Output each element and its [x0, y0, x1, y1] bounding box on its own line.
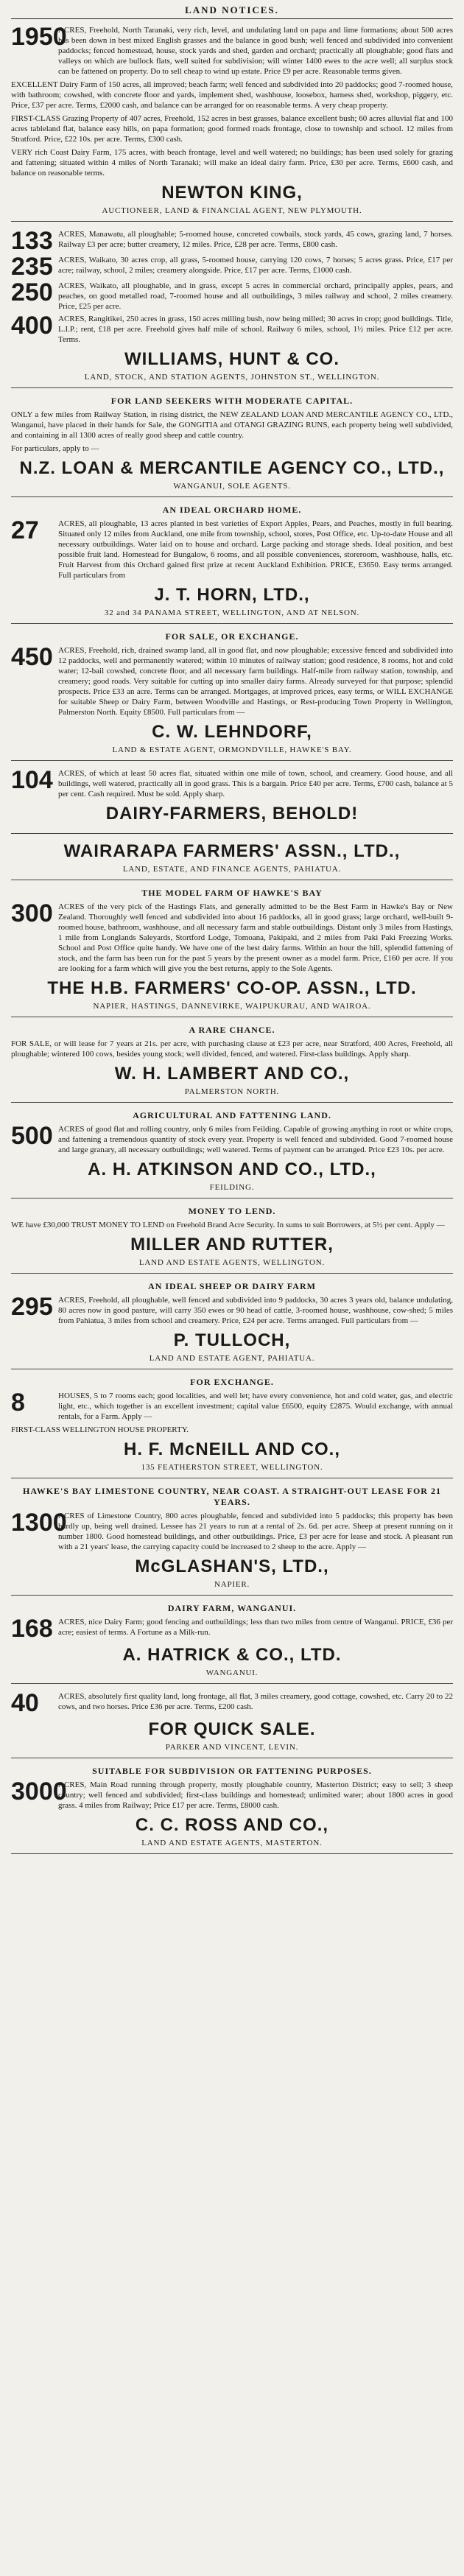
- listing-number: 104: [11, 766, 53, 794]
- ad-banner: FOR QUICK SALE.: [148, 1719, 316, 1739]
- ad-block: [11, 888, 453, 1017]
- ad-paragraph: EXCELLENT Dairy Farm of 150 acres, all improved; beach farm; well fenced and subdivided into 20 paddocks; good 7-roomed house, with bathroom; cowshed, with concrete floor and yards, implement shed, washhouse, loosebox, harness shed, workshop, piggery, etc. Price, £37 per acre. Terms, £2000 cash, and balance can be arranged for on reasonable terms. A very cheap property.: [11, 80, 453, 110]
- listing-row: [11, 1511, 453, 1552]
- ad-subtitle: LAND AND ESTATE AGENT, PAHIATUA.: [149, 1354, 315, 1363]
- listing-number: 400: [11, 312, 53, 340]
- listing-text: ACRES, nice Dairy Farm; good fencing and outbuildings; less than two miles from centre of Wanganui. PRICE, £36 per acre; easiest of terms. A Fortune as a Milk-run.: [58, 1618, 453, 1637]
- ad-subtitle: LAND AND ESTATE AGENTS, WELLINGTON.: [138, 1258, 326, 1267]
- ad-subtitle: PARKER AND VINCENT, LEVIN.: [165, 1743, 299, 1752]
- listing-text: ACRES of the very pick of the Hastings Flats, and generally admitted to be the Best Farm in Hawke's Bay or New Zealand. Thoroughly well fenced and subdivided into about 16 paddocks, all in good grass; large orchard, well-built 9-roomed house, bathroom, washhouse, and all necessary farm and stable outbuildings. Distant only 3 miles from Hastings, 1 mile from Longlands Saleyards, Stortford Lodge, Tomoana, Pakipaki, and 2 miles from Paki Paki Freezing Works. School and Post Office quite handy. We have one of the best dairy farms. Within an hour the hill, splendid fattening of stock, and the farm has been run for the past 5 years by the present owner as a model farm. Price, £160 per acre. If you are looking for a farm which will give you the best returns, apply to the Sole Agents.: [58, 902, 453, 973]
- listing-number: 235: [11, 253, 53, 281]
- ad-banner: P. TULLOCH,: [173, 1330, 291, 1350]
- listing-row: [11, 516, 453, 580]
- ad-block: [11, 1377, 453, 1478]
- listing-text: ACRES of Limestone Country, 800 acres ploughable, fenced and subdivided into 5 paddocks; this property has been hardly up, being well drained. Lessee has 21 years to run at a rental of 2s. 6d. per acre. Sheep at present running on it number 1800. Good homestead buildings, and other outbuildings. Price, £3 per acre for lease and stock. A pleasant run with a 21 years' lease, the carrying capacity could be increased to 2 sheep to the acre. Apply —: [58, 1512, 453, 1551]
- ad-block: [11, 768, 453, 834]
- listing-text: ACRES, absolutely first quality land, long frontage, all flat, 3 miles creamery, good cottage, cowshed, etc. Carry 20 to 22 cows, and two horses. Price £36 per acre. Terms, £200 cash.: [58, 1692, 453, 1711]
- listing-row: [11, 314, 453, 345]
- ad-banner: C. W. LEHNDORF,: [152, 722, 312, 742]
- ad-banner: THE H.B. FARMERS' CO-OP. ASSN., LTD.: [47, 978, 417, 998]
- listing-text: ACRES, Freehold, rich, drained swamp land, all in good flat, and now ploughable; excessive fenced and subdivided into 12 paddocks, well and permanently watered; within 10 minutes of railway station; good residence, 8 rooms, hot and cold water; 12-bail cowshed, concrete floor, and all necessary farm buildings. Half-mile from railway station, township, and creamery; good roads. Very suitable for cutting up into smaller dairy farms. Already surveyed for that purpose; splendid prospects. Price £33 an acre. Terms can be arranged. Mortgages, at improved prices, easy terms, or WILL EXCHANGE for suitable Sheep or Dairy Farm, between Woodville and Hastings, or Rest-producing Town Property in Wellington, Palmerston North. Equity £8500. Full particulars from —: [58, 646, 453, 717]
- ad-subtitle: LAND, ESTATE, AND FINANCE AGENTS, PAHIATUA.: [122, 865, 342, 874]
- listing-row: [11, 1391, 453, 1422]
- ad-title: FOR SALE, OR EXCHANGE.: [165, 631, 299, 642]
- ad-block: [11, 1603, 453, 1684]
- ad-subtitle: PALMERSTON NORTH.: [184, 1087, 280, 1096]
- ad-title: AN IDEAL SHEEP OR DAIRY FARM: [148, 1281, 316, 1291]
- ad-block: [11, 1691, 453, 1758]
- ad-banner: H. F. McNEILL AND CO.,: [123, 1439, 340, 1459]
- listing-text: HOUSES, 5 to 7 rooms each; good localities, and well let; have every convenience, hot and cold water, gas, and electric light, etc., which together is an excellent investment; capital value £6500, equity £2875. Would exchange, with annual rentals, for a Farm. Apply —: [58, 1391, 453, 1421]
- ad-subtitle: WANGANUI.: [205, 1668, 259, 1677]
- ad-subtitle: LAND, STOCK, AND STATION AGENTS, JOHNSTON ST., WELLINGTON.: [84, 373, 380, 382]
- listing-text: ACRES, of which at least 50 acres flat, situated within one mile of town, school, and creamery. Good house, and all buildings, well watered, practically all in good grass. This is a bargain. Price £40 per acre. Terms, £700 cash, balance at 5 per cent. Cash required. Must be sold. Apply sharp.: [58, 769, 453, 799]
- listing-number: 1300: [11, 1509, 67, 1537]
- ad-banner: A. H. ATKINSON AND CO., LTD.,: [88, 1159, 376, 1179]
- ad-subtitle: 135 FEATHERSTON STREET, WELLINGTON.: [141, 1463, 323, 1472]
- listing-text: ACRES, Manawatu, all ploughable; 5-roomed house, concreted cowbails, stock yards, 45 cows, grazing land, 7 horses. Railway £3 per acre; butter creamery, 12 miles. Price, £28 per acre. Terms, £800 cash.: [58, 230, 453, 249]
- listing-text: ACRES, all ploughable, 13 acres planted in best varieties of Export Apples, Pears, and Peaches, mostly in full bearing. Situated only 12 miles from Auckland, one mile from township, school, stores, Post Office, etc. Up-to-date House and all necessary outbuildings. Water laid on to house and orchard. Large packing and storage sheds. Ideal position, and best possible fruit land. Homestead for Bungalow, 6 rooms, and all possible conveniences, storeroom, washhouse, halls, etc. Fruit Harvest from this Orchard gained first prize at recent Auckland Exhibition. PRICE, £3650. Easy terms arranged. Full particulars from: [58, 519, 453, 580]
- ad-title: FOR EXCHANGE.: [190, 1377, 274, 1387]
- ad-banner: McGLASHAN'S, LTD.,: [135, 1557, 329, 1576]
- listing-row: [11, 25, 453, 77]
- ad-banner: J. T. HORN, LTD.,: [154, 585, 310, 605]
- ad-block: [11, 229, 453, 388]
- listing-row: [11, 645, 453, 717]
- ad-block: [11, 1766, 453, 1854]
- listing-row: [11, 899, 453, 974]
- ads-container: [11, 25, 453, 1854]
- ad-paragraph: FOR SALE, or will lease for 7 years at 21s. per acre, with purchasing clause at £23 per acre, near Stratford, 400 Acres, Freehold, all ploughable; wintered 100 cows, besides young stock; well divided, fenced, and watered. First-class buildings. Apply sharp.: [11, 1039, 453, 1059]
- listing-number: 8: [11, 1389, 25, 1417]
- ad-block: [11, 396, 453, 497]
- ad-subtitle: FEILDING.: [209, 1183, 255, 1192]
- ad-title: AN IDEAL ORCHARD HOME.: [162, 505, 302, 515]
- listing-row: [11, 253, 453, 281]
- ad-block: [11, 1281, 453, 1369]
- listing-number: 1950: [11, 23, 67, 51]
- ad-banner: WAIRARAPA FARMERS' ASSN., LTD.,: [63, 841, 401, 861]
- ad-block: [11, 1486, 453, 1596]
- listing-number: 500: [11, 1122, 53, 1150]
- ad-subtitle: AUCTIONEER, LAND & FINANCIAL AGENT, NEW PLYMOUTH.: [102, 206, 362, 215]
- ad-paragraph: FIRST-CLASS WELLINGTON HOUSE PROPERTY.: [11, 1425, 189, 1434]
- ad-title: FOR LAND SEEKERS WITH MODERATE CAPITAL.: [110, 396, 354, 406]
- listing-number: 250: [11, 278, 53, 306]
- ad-paragraph: FIRST-CLASS Grazing Property of 407 acres, Freehold, 152 acres in best grasses, balance excellent bush; 60 acres alluvial flat and 100 acres tableland flat, balance easy hills, on papa formation; good formed roads frontage, close to township and school. 12 miles from Stratford. Price, £22 10s. per acre. Terms, £300 cash.: [11, 114, 453, 144]
- ad-banner: A. HATRICK & CO., LTD.: [122, 1645, 342, 1665]
- ad-banner: C. C. ROSS AND CO.,: [135, 1815, 329, 1835]
- listing-row: [11, 1295, 453, 1326]
- listing-row: [11, 1777, 453, 1811]
- listing-row: [11, 1124, 453, 1155]
- listing-number: 133: [11, 227, 53, 255]
- ad-banner: W. H. LAMBERT AND CO.,: [114, 1064, 350, 1084]
- ad-banner: NEWTON KING,: [161, 183, 303, 203]
- listing-text: ACRES, Waikato, 30 acres crop, all grass, 5-roomed house, carrying 120 cows, 7 horses; 5 acres grass. Price, £17 per acre; railway, school, 2 miles; creamery alongside. Price, £17 per acre. Terms, £1000 cash.: [58, 256, 453, 275]
- ad-block: [11, 1025, 453, 1103]
- ad-title: THE MODEL FARM OF HAWKE'S BAY: [141, 888, 323, 898]
- ad-block: [11, 25, 453, 222]
- page-header: [11, 4, 453, 19]
- ad-title: DAIRY FARM, WANGANUI.: [167, 1603, 297, 1613]
- listing-text: ACRES, Freehold, North Taranaki, very rich, level, and undulating land on papa and lime formations; about 500 acres has been down in best mixed English grasses and the balance in good bush; well fenced and subdivided into convenient paddocks; fenced homestead, house, stock yards and shed, garden and orchard; practically all ploughable; good flats and valleys on which are bullock flats, well suited for subdivision; will winter 1400 ewes to the acre well; all surplus stock can be fattened on property. Do to sell cheap to wind up estate. Price £9 per acre. Reasonable terms given.: [58, 26, 453, 76]
- listing-text: ACRES, Waikato, all ploughable, and in grass, except 5 acres in commercial orchard, principally apples, pears, and peaches, on good metalled road, 7-roomed house and all outbuildings, 3 miles railway and school, 2 miles creamery. Price, £25 per acre.: [58, 281, 453, 311]
- ad-block: [11, 631, 453, 761]
- listing-row: [11, 1615, 453, 1643]
- listing-row: [11, 1691, 453, 1715]
- ad-subtitle: LAND AND ESTATE AGENTS, MASTERTON.: [141, 1839, 323, 1847]
- listing-number: 450: [11, 643, 53, 671]
- ad-banner: N.Z. LOAN & MERCANTILE AGENCY CO., LTD.,: [19, 458, 445, 478]
- ad-subtitle: LAND & ESTATE AGENT, ORMONDVILLE, HAWKE'S BAY.: [112, 745, 352, 754]
- ad-paragraph: WE have £30,000 TRUST MONEY TO LEND on Freehold Brand Acre Security. In sums to suit Borrowers, at 5½ per cent. Apply —: [11, 1221, 445, 1229]
- listing-text: ACRES, Rangitikei, 250 acres in grass, 150 acres milling bush, now being milled; 30 acres in crop; good buildings. Title, L.I.P.; rent, £18 per acre. Freehold gives half mile of school. Railway 6 miles, school, 1½ miles. Price £12 per acre. Terms.: [58, 315, 453, 344]
- listing-row: [11, 229, 453, 253]
- listing-number: 3000: [11, 1777, 67, 1805]
- ad-banner: MILLER AND RUTTER,: [130, 1235, 334, 1254]
- ad-block: [11, 1206, 453, 1274]
- ad-subtitle: NAPIER.: [214, 1580, 250, 1589]
- page-title: LAND NOTICES.: [185, 4, 279, 15]
- listing-text: ACRES, Main Road running through property, mostly ploughable country, Masterton District; easy to sell; 3 sheep country; well fenced and subdivided; first-class buildings and homestead; unlimited water; about 1800 acres in good grass. 4 miles from Railway; Price £17 per acre. Terms, £8000 cash.: [58, 1780, 453, 1810]
- ad-title: SUITABLE FOR SUBDIVISION OR FATTENING PURPOSES.: [92, 1766, 372, 1776]
- listing-number: 40: [11, 1689, 39, 1717]
- ad-subtitle: WANGANUI, SOLE AGENTS.: [173, 482, 291, 491]
- ad-banner: DAIRY-FARMERS, BEHOLD!: [105, 804, 359, 824]
- listing-number: 300: [11, 899, 53, 927]
- listing-number: 295: [11, 1293, 53, 1321]
- listing-number: 27: [11, 516, 39, 544]
- ad-title: HAWKE'S BAY LIMESTONE COUNTRY, NEAR COAST. A STRAIGHT-OUT LEASE FOR 21 YEARS.: [23, 1486, 441, 1507]
- ad-paragraph: ONLY a few miles from Railway Station, in rising district, the NEW ZEALAND LOAN AND MERCANTILE AGENCY CO., LTD., Wanganui, have placed in their hands for Sale, the GONGITIA and OTANGI GRAZING RUNS, each property being well subdivided, and containing in all 1300 acres of really good sheep and cattle country.: [11, 410, 453, 440]
- listing-number: 168: [11, 1615, 53, 1643]
- ad-subtitle: 32 and 34 PANAMA STREET, WELLINGTON, AND AT NELSON.: [104, 608, 360, 617]
- ad-block: [11, 841, 453, 880]
- ad-subtitle: NAPIER, HASTINGS, DANNEVIRKE, WAIPUKURAU, AND WAIROA.: [93, 1002, 371, 1011]
- listing-text: ACRES of good flat and rolling country, only 6 miles from Feilding. Capable of growing anything in root or white crops, and fattening a tremendous quantity of stock every year. Property is well fenced and subdivided. Good 7-roomed house and large granary, all necessary outbuildings; well watered. Terms of payment can be arranged. Price £23 10s. per acre.: [58, 1125, 453, 1154]
- ad-title: A RARE CHANCE.: [189, 1025, 275, 1035]
- ad-block: [11, 1110, 453, 1198]
- listing-text: ACRES, Freehold, all ploughable, well fenced and subdivided into 9 paddocks, 30 acres 3 years old, balance undulating, 80 acres now in good pasture, will carry 350 ewes or 90 head of cattle, 3-roomed house, washhouse, cow-shed; 5 miles from Pahiatua, 3 miles from school and creamery. Price, £24 per acre. Terms arranged. Full particulars from —: [58, 1296, 453, 1325]
- ad-title: AGRICULTURAL AND FATTENING LAND.: [133, 1110, 331, 1120]
- land-notices-page: [11, 0, 453, 1866]
- ad-paragraph: For particulars, apply to —: [11, 444, 99, 453]
- ad-block: [11, 505, 453, 624]
- ad-banner: WILLIAMS, HUNT & CO.: [124, 349, 340, 369]
- listing-row: [11, 278, 453, 312]
- listing-row: [11, 768, 453, 799]
- ad-paragraph: VERY rich Coast Dairy Farm, 175 acres, with beach frontage, level and well watered; no buildings; has been used solely for grazing and fattening; situated within 4 miles of North Taranaki; will make an ideal dairy farm. Price, £30 per acre. Terms, £600 cash, and balance on reasonable terms.: [11, 148, 453, 178]
- ad-title: MONEY TO LEND.: [188, 1206, 276, 1216]
